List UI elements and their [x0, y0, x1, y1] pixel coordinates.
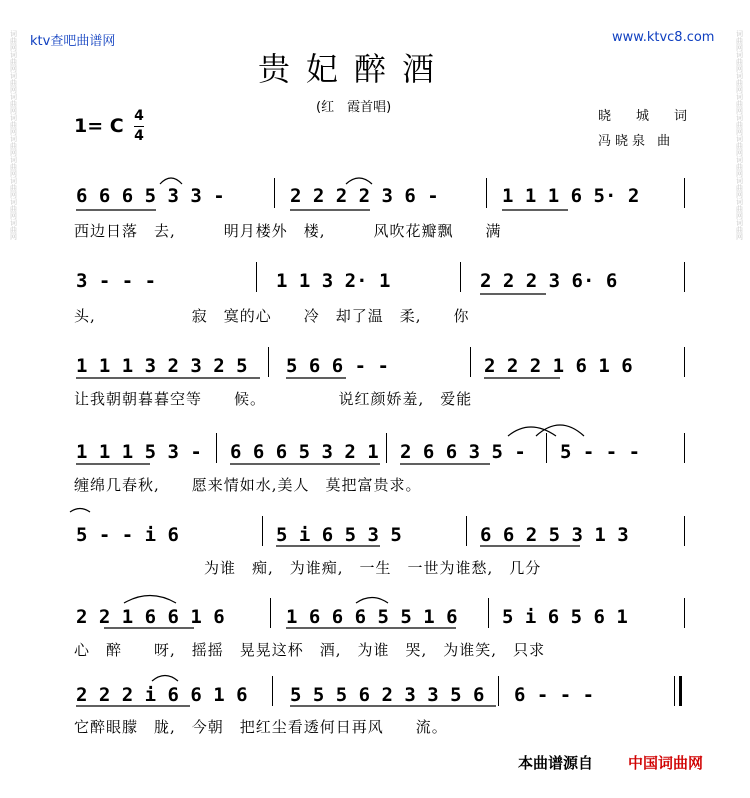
source-label: 本曲谱源自 [518, 754, 594, 772]
line6-measure3: 5 i 6 5 6 1 [502, 606, 628, 628]
slur [124, 596, 176, 604]
line1-lyrics: 西边日落 去, 明月楼外 楼, 风吹花瓣飘 满 [74, 222, 502, 240]
line1-measure3: 1 1 1 6 5· 2 [502, 185, 640, 207]
line4-measure4: 5 - - - [560, 441, 641, 463]
line4-lyrics: 缠绵几春秋, 愿来情如水,美人 莫把富贵求。 [74, 476, 422, 494]
slur [152, 676, 178, 682]
line3-lyrics: 让我朝朝暮暮空等 候。 说红颜娇羞, 爱能 [74, 390, 473, 408]
line2-measure1: 3 - - - [76, 270, 157, 292]
side-watermark-right: 词曲网词曲网词曲网词曲网词曲网词曲网词曲网词曲网词曲网词曲网 [736, 30, 743, 241]
lyricist-credit: 晓 城 词 [598, 109, 694, 124]
line5-measure2: 5 i 6 5 3 5 [276, 524, 402, 546]
site-url-right[interactable]: www.ktvc8.com [612, 30, 715, 45]
line3-measure1: 1 1 1 3 2 3 2 5 [76, 355, 248, 377]
line4-measure3: 2 6 6 3 5 - [400, 441, 526, 463]
line7-lyrics: 它醉眼朦 胧, 今朝 把红尘看透何日再风 流。 [74, 718, 448, 736]
line2-lyrics: 头, 寂 寞的心 冷 却了温 柔, 你 [74, 307, 470, 325]
key-signature: 1= C [74, 115, 124, 137]
slur [536, 425, 584, 436]
slur [508, 427, 556, 436]
line4-measure1: 1 1 1 5 3 - [76, 441, 202, 463]
slur [346, 178, 372, 184]
line5-measure1: 5 - - i 6 [76, 524, 179, 546]
line7-measure2: 5 5 5 6 2 3 3 5 6 [290, 684, 485, 706]
time-signature-bottom: 4 [134, 128, 144, 144]
slur [160, 178, 182, 184]
line6-lyrics: 心 醉 呀, 摇摇 晃晃这杯 酒, 为谁 哭, 为谁笑, 只求 [74, 641, 546, 659]
line3-measure2: 5 6 6 - - [286, 355, 389, 377]
line7-measure1: 2 2 2 i 6 6 1 6 [76, 684, 248, 706]
line7-measure3: 6 - - - [514, 684, 595, 706]
line1-measure1: 6 6 6 5 3 3 - [76, 185, 225, 207]
line6-measure1: 2 2 1 6 6 1 6 [76, 606, 225, 628]
line4-measure2: 6 6 6 5 3 2 1 [230, 441, 379, 463]
source-site-link[interactable]: 中国词曲网 [628, 754, 704, 772]
line2-measure3: 2 2 2 3 6· 6 [480, 270, 618, 292]
slur [70, 509, 90, 513]
line2-measure2: 1 1 3 2· 1 [276, 270, 391, 292]
side-watermark-left: 词曲网词曲网词曲网词曲网词曲网词曲网词曲网词曲网词曲网词曲网 [10, 30, 17, 241]
composer-credit: 冯晓泉 曲 [598, 134, 675, 149]
slur [356, 598, 388, 604]
line3-measure3: 2 2 2 1 6 1 6 [484, 355, 633, 377]
line6-measure2: 1 6 6 6 5 5 1 6 [286, 606, 458, 628]
time-signature-top: 4 [134, 108, 144, 124]
line1-measure2: 2 2 2 2 3 6 - [290, 185, 439, 207]
line5-lyrics: 为谁 痴, 为谁痴, 一生 一世为谁愁, 几分 [204, 559, 542, 577]
site-name-left[interactable]: ktv查吧曲谱网 [30, 34, 116, 49]
line5-measure3: 6 6 2 5 3 1 3 [480, 524, 629, 546]
song-title: 贵妃醉酒 [258, 50, 451, 88]
singer-credit: (红 霞首唱) [316, 100, 392, 115]
